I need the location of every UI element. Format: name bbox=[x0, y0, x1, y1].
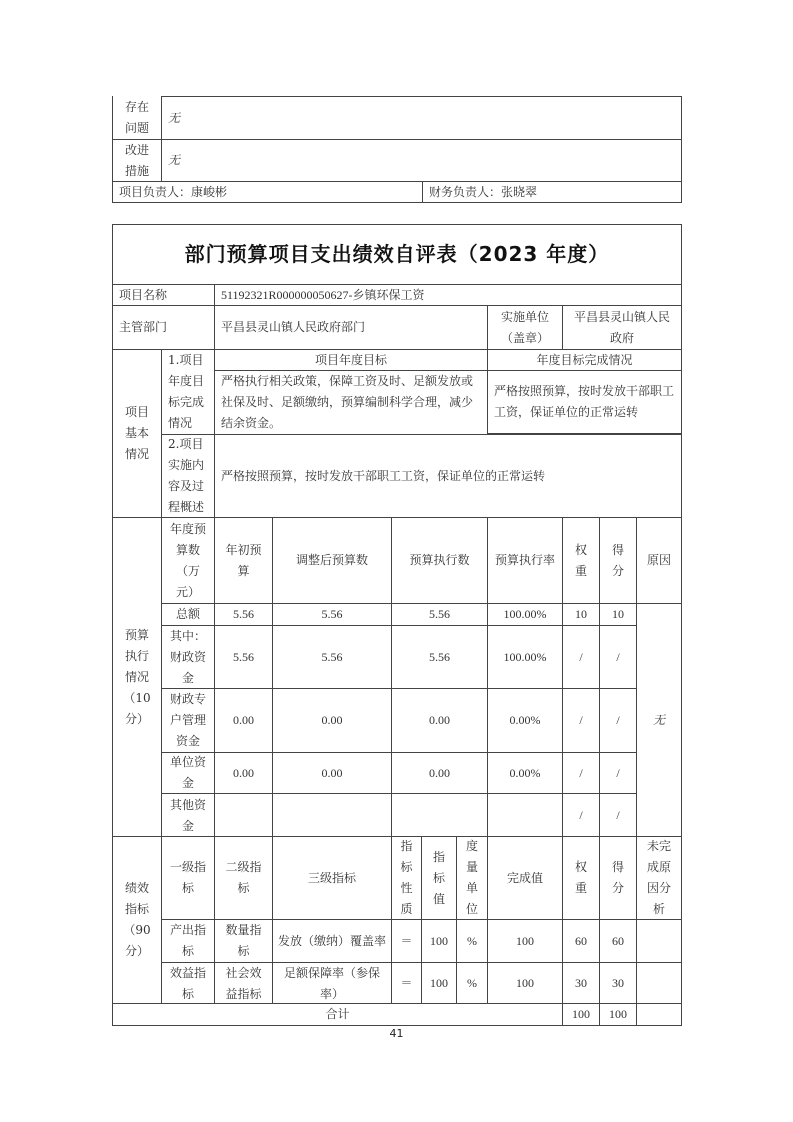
perf-cell-level1: 产出指 标 bbox=[161, 919, 215, 963]
perf-cell-actual: 100 bbox=[487, 962, 563, 1005]
finance-leader: 财务负责人：张晓翠 bbox=[422, 181, 682, 203]
perf-cell-unit: % bbox=[456, 919, 488, 963]
perf-header-nature: 指 标 性 质 bbox=[391, 836, 422, 920]
budget-cell-label: 总额 bbox=[161, 603, 215, 626]
perf-header-weight: 权 重 bbox=[562, 836, 600, 920]
budget-cell-executed: 0.00 bbox=[391, 688, 488, 753]
budget-header-rate: 预算执行率 bbox=[487, 517, 563, 604]
project-leader: 项目负责人：康峻彬 bbox=[112, 181, 423, 203]
implementation-row-label: 2.项目 实施内 容及过 程概述 bbox=[161, 434, 215, 518]
budget-cell-adjusted: 0.00 bbox=[272, 752, 392, 794]
perf-cell-unit: % bbox=[456, 962, 488, 1005]
completion-text: 严格按照预算，按时发放干部职工工资，保证单位的正常运转 bbox=[487, 370, 682, 434]
problems-label: 存在 问题 bbox=[112, 96, 162, 140]
budget-cell-initial: 5.56 bbox=[214, 603, 273, 626]
budget-cell-weight: / bbox=[562, 625, 600, 689]
budget-cell-adjusted: 5.56 bbox=[272, 625, 392, 689]
budget-cell-label: 单位资 金 bbox=[161, 752, 215, 794]
dept-label: 主管部门 bbox=[112, 305, 215, 350]
perf-cell-nature: ＝ bbox=[391, 919, 422, 963]
budget-cell-weight: 10 bbox=[562, 603, 600, 626]
total-analysis bbox=[636, 1003, 682, 1026]
budget-header-score: 得 分 bbox=[599, 517, 637, 604]
budget-cell-score: / bbox=[599, 793, 637, 838]
total-label: 合计 bbox=[112, 1003, 563, 1026]
budget-reason-value: 无 bbox=[636, 603, 682, 837]
problems-value: 无 bbox=[161, 96, 682, 140]
perf-header-level1: 一级指 标 bbox=[161, 836, 215, 920]
budget-cell-adjusted bbox=[272, 793, 392, 838]
budget-cell-executed: 0.00 bbox=[391, 752, 488, 794]
improvement-label: 改进 措施 bbox=[112, 139, 162, 182]
perf-header-actual: 完成值 bbox=[487, 836, 563, 920]
budget-header-weight: 权 重 bbox=[562, 517, 600, 604]
budget-section-label: 预算 执行 情况 （10 分） bbox=[112, 517, 162, 837]
impl-unit-value: 平昌县灵山镇人民 政府 bbox=[562, 305, 682, 350]
project-name-label: 项目名称 bbox=[112, 284, 215, 306]
budget-cell-initial: 0.00 bbox=[214, 688, 273, 753]
perf-cell-weight: 30 bbox=[562, 962, 600, 1005]
budget-cell-label: 财政专 户管理 资金 bbox=[161, 688, 215, 753]
budget-cell-rate: 0.00% bbox=[487, 688, 563, 753]
improvement-value: 无 bbox=[161, 139, 682, 182]
perf-cell-analysis bbox=[636, 962, 682, 1005]
budget-cell-score: / bbox=[599, 625, 637, 689]
budget-cell-rate: 100.00% bbox=[487, 603, 563, 626]
budget-cell-weight: / bbox=[562, 752, 600, 794]
perf-header-level3: 三级指标 bbox=[272, 836, 392, 920]
perf-cell-score: 30 bbox=[599, 962, 637, 1005]
perf-header-target: 指 标 值 bbox=[421, 836, 457, 920]
budget-cell-weight: / bbox=[562, 688, 600, 753]
budget-cell-initial: 0.00 bbox=[214, 752, 273, 794]
perf-header-analysis: 未完 成原 因分 析 bbox=[636, 836, 682, 920]
budget-cell-rate: 100.00% bbox=[487, 625, 563, 689]
budget-header-executed: 预算执行数 bbox=[391, 517, 488, 604]
budget-header-unit: 年度预 算数 （万 元） bbox=[161, 517, 215, 604]
budget-cell-weight: / bbox=[562, 793, 600, 838]
total-weight: 100 bbox=[562, 1003, 600, 1026]
annual-goal-row-label: 1.项目 年度目 标完成 情况 bbox=[161, 349, 215, 435]
budget-cell-rate: 0.00% bbox=[487, 752, 563, 794]
budget-cell-executed bbox=[391, 793, 488, 838]
form-title: 部门预算项目支出绩效自评表（2023 年度） bbox=[112, 224, 682, 285]
perf-cell-target: 100 bbox=[421, 962, 457, 1005]
perf-cell-level2: 数量指 标 bbox=[214, 919, 273, 963]
implementation-text: 严格按照预算，按时发放干部职工工资，保证单位的正常运转 bbox=[214, 434, 682, 518]
perf-cell-level1: 效益指 标 bbox=[161, 962, 215, 1005]
perf-cell-target: 100 bbox=[421, 919, 457, 963]
perf-cell-level2: 社会效 益指标 bbox=[214, 962, 273, 1005]
budget-header-adjusted: 调整后预算数 bbox=[272, 517, 392, 604]
perf-header-level2: 二级指 标 bbox=[214, 836, 273, 920]
budget-cell-initial bbox=[214, 793, 273, 838]
performance-section-label: 绩效 指标 （90 分） bbox=[112, 836, 162, 1004]
budget-header-reason: 原因 bbox=[636, 517, 682, 604]
budget-cell-rate bbox=[487, 793, 563, 838]
basic-info-label: 项目 基本 情况 bbox=[112, 349, 162, 518]
budget-cell-label: 其中： 财政资 金 bbox=[161, 625, 215, 689]
completion-header: 年度目标完成情况 bbox=[487, 349, 682, 371]
budget-cell-score: / bbox=[599, 688, 637, 753]
perf-header-unit: 度 量 单 位 bbox=[456, 836, 488, 920]
perf-cell-level3: 足额保障率（参保 率） bbox=[272, 962, 392, 1005]
budget-cell-adjusted: 0.00 bbox=[272, 688, 392, 753]
budget-cell-label: 其他资 金 bbox=[161, 793, 215, 838]
dept-value: 平昌县灵山镇人民政府部门 bbox=[214, 305, 488, 350]
project-name-value: 51192321R000000050627-乡镇环保工资 bbox=[214, 284, 682, 306]
perf-header-score: 得 分 bbox=[599, 836, 637, 920]
annual-goal-text: 严格执行相关政策，保障工资及时、足额发放或社保及时、足额缴纳，预算编制科学合理，减少结余资金。 bbox=[214, 370, 488, 435]
budget-cell-adjusted: 5.56 bbox=[272, 603, 392, 626]
perf-cell-weight: 60 bbox=[562, 919, 600, 963]
budget-cell-executed: 5.56 bbox=[391, 603, 488, 626]
perf-cell-actual: 100 bbox=[487, 919, 563, 963]
budget-cell-score: 10 bbox=[599, 603, 637, 626]
budget-cell-initial: 5.56 bbox=[214, 625, 273, 689]
annual-goal-header: 项目年度目标 bbox=[214, 349, 488, 371]
perf-cell-level3: 发放（缴纳）覆盖率 bbox=[272, 919, 392, 963]
budget-cell-executed: 5.56 bbox=[391, 625, 488, 689]
impl-unit-label: 实施单位 （盖章） bbox=[487, 305, 563, 350]
perf-cell-score: 60 bbox=[599, 919, 637, 963]
budget-header-initial: 年初预 算 bbox=[214, 517, 273, 604]
perf-cell-analysis bbox=[636, 919, 682, 963]
page-number: 41 bbox=[389, 1027, 404, 1040]
total-score: 100 bbox=[599, 1003, 637, 1026]
budget-cell-score: / bbox=[599, 752, 637, 794]
perf-cell-nature: ＝ bbox=[391, 962, 422, 1005]
